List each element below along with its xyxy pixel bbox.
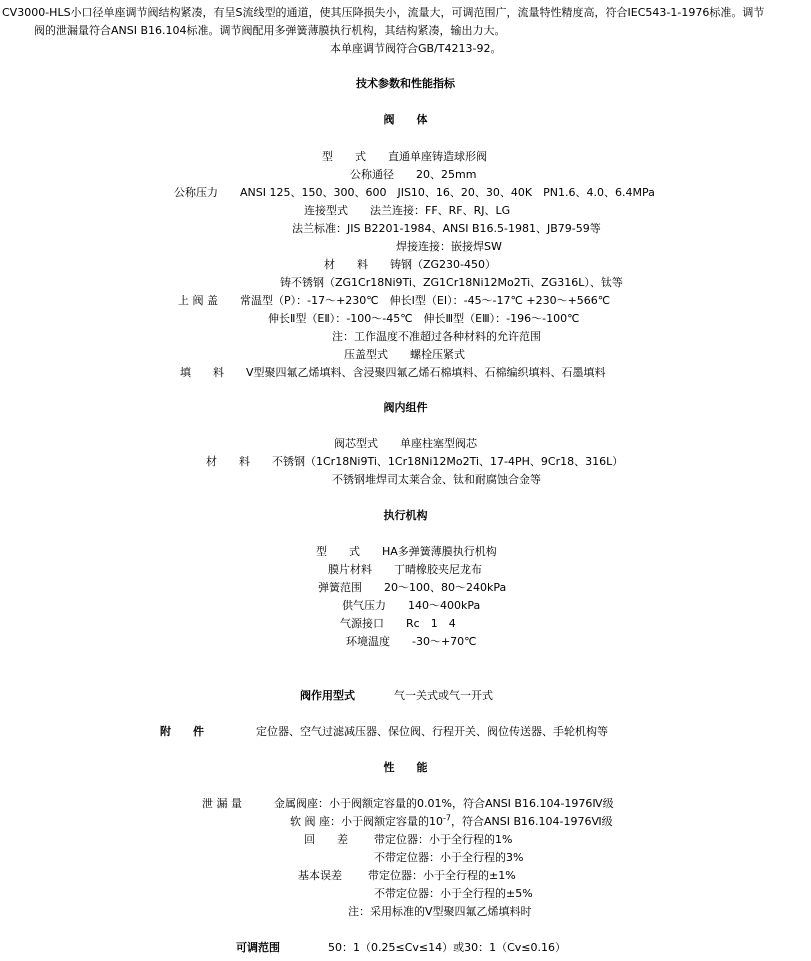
- section-heading-body: 阀 体: [383, 113, 428, 126]
- body-note: 注：工作温度不准超过各种材料的允许范围: [332, 330, 541, 343]
- leakage-metal-seat: 金属阀座：小于阀额定容量的0.01%，符合ANSI B16.104-1976Ⅳ级: [274, 797, 614, 810]
- body-weld: 焊接连接：嵌接焊SW: [396, 240, 502, 253]
- leakage-soft-seat-exponent: -7: [443, 813, 451, 823]
- intro-line-1: CV3000-HLS小口径单座调节阀结构紧凑，有呈S流线型的通道，使其压降损失小，流量大，可调范围广，流量特性精度高，符合IEC543-1-1976标准。调节: [2, 6, 765, 19]
- body-nominal-diameter: 公称通径 20、25mm: [350, 168, 477, 181]
- leakage-soft-seat-b: ，符合ANSI B16.104-1976Ⅵ级: [450, 815, 613, 828]
- intro-line-3: 本单座调节阀符合GB/T4213-92。: [330, 42, 502, 55]
- actuator-type: 型 式 HA多弹簧薄膜执行机构: [316, 545, 497, 558]
- trim-overlay: 不锈钢堆焊司太莱合金、钛和耐腐蚀合金等: [332, 473, 541, 486]
- rangeability-label: 可调范围: [236, 941, 280, 954]
- performance-note: 注：采用标准的V型聚四氟乙烯填料时: [348, 905, 532, 918]
- actuator-port: 气源接口 Rc 1 4: [340, 617, 456, 630]
- section-heading-actuator: 执行机构: [383, 509, 428, 522]
- basic-error-without-positioner: 不带定位器：小于全行程的±5%: [374, 887, 533, 900]
- section-heading-trim: 阀内组件: [383, 401, 428, 414]
- main-heading: 技术参数和性能指标: [356, 77, 455, 90]
- actuator-temp: 环境温度 -30～+70℃: [346, 635, 477, 648]
- hysteresis-label: 回 差: [304, 833, 348, 846]
- accessories-label: 附 件: [160, 725, 204, 738]
- basic-error-label: 基本误差: [298, 869, 342, 882]
- leakage-soft-seat: [290, 813, 613, 831]
- leakage-label: 泄 漏 量: [202, 797, 242, 810]
- trim-material: 材 料 不锈钢（1Cr18Ni9Ti、1Cr18Ni12Mo2Ti、17-4PH、9Cr18、316L）: [206, 455, 624, 468]
- action-label: 阀作用型式: [300, 689, 355, 702]
- body-connection: 连接型式 法兰连接：FF、RF、RJ、LG: [304, 204, 511, 217]
- body-nominal-pressure: 公称压力 ANSI 125、150、300、600 JIS10、16、20、30、40K PN1.6、4.0、6.4MPa: [174, 186, 655, 199]
- body-flange-standard: 法兰标准：JIS B2201-1984、ANSI B16.5-1981、JB79-59等: [292, 222, 601, 235]
- body-bonnet: 上 阀 盖 常温型（P）：-17～+230℃ 伸长Ⅰ型（EⅠ）：-45～-17℃ +230～+566℃: [178, 294, 611, 307]
- action-value: 气一关式或气一开式: [394, 689, 493, 702]
- body-material: 材 料 铸钢（ZG230-450）: [324, 258, 497, 271]
- leakage-soft-seat-a: 软 阀 座：小于阀额定容量的10: [290, 815, 443, 828]
- accessories-value: 定位器、空气过滤减压器、保位阀、行程开关、阀位传送器、手轮机构等: [256, 725, 608, 738]
- rangeability-value: 50：1（0.25≤Cv≤14）或30：1（Cv≤0.16）: [328, 941, 567, 954]
- basic-error-with-positioner: 带定位器：小于全行程的±1%: [368, 869, 516, 882]
- actuator-spring: 弹簧范围 20～100、80～240kPa: [318, 581, 507, 594]
- trim-plug: 阀芯型式 单座柱塞型阀芯: [334, 437, 477, 450]
- hysteresis-with-positioner: 带定位器：小于全行程的1%: [374, 833, 513, 846]
- body-packing: 填 料 V型聚四氟乙烯填料、含浸聚四氟乙烯石棉填料、石棉编织填料、石墨填料: [180, 366, 606, 379]
- intro-paragraph: [2, 4, 808, 58]
- body-gland: 压盖型式 螺栓压紧式: [344, 348, 465, 361]
- section-heading-performance: 性 能: [383, 761, 428, 774]
- body-stainless: 铸不锈钢（ZG1Cr18Ni9Ti、ZG1Cr18Ni12Mo2Ti、ZG316L）、钛等: [280, 276, 623, 289]
- body-bonnet-2: 伸长Ⅱ型（EⅡ）：-100～-45℃ 伸长Ⅲ型（EⅢ）：-196～-100℃: [268, 312, 580, 325]
- body-type: 型 式 直通单座铸造球形阀: [322, 150, 487, 163]
- intro-line-2: 阀的泄漏量符合ANSI B16.104标准。调节阀配用多弹簧薄膜执行机构，其结构紧凑，输出力大。: [34, 24, 506, 37]
- actuator-diaphragm: 膜片材料 丁晴橡胶夹尼龙布: [328, 563, 482, 576]
- hysteresis-without-positioner: 不带定位器：小于全行程的3%: [374, 851, 524, 864]
- actuator-supply: 供气压力 140～400kPa: [342, 599, 481, 612]
